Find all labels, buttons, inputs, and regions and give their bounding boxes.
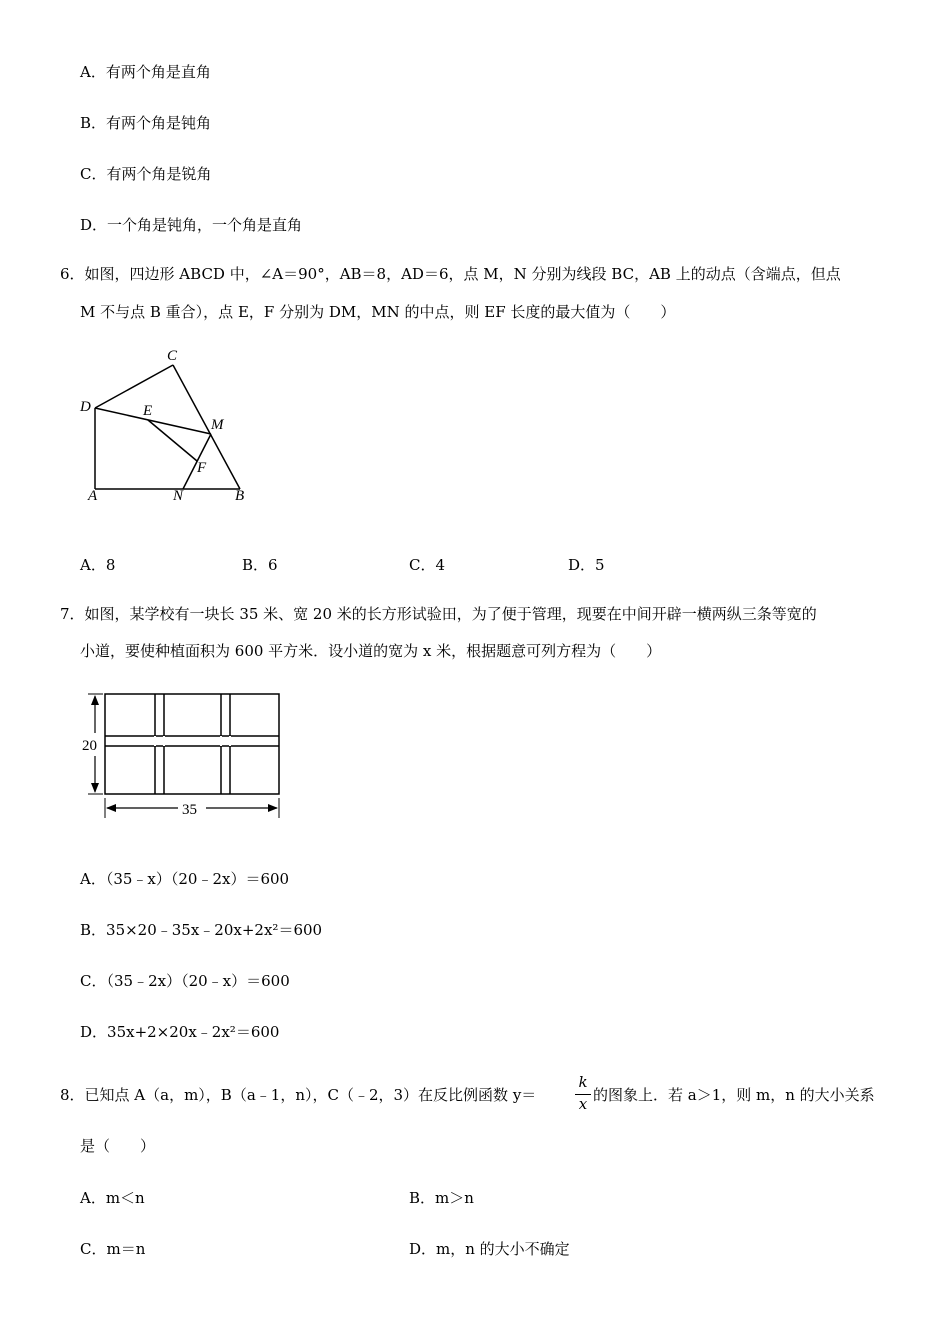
label-d: D [80,399,91,415]
q5-option-b: B．有两个角是钝角 [80,114,212,132]
arrow-down [91,783,99,793]
q8-option-c: C．m＝n [80,1240,146,1258]
label-width: 35 [182,802,197,818]
fraction-numerator: k [578,1073,588,1091]
segment-dm [95,408,211,434]
arrow-right [268,804,278,812]
fraction-denominator: x [578,1095,588,1113]
q5-option-c: C．有两个角是锐角 [80,165,212,183]
q6-option-b: B．6 [242,556,278,574]
arrow-up [91,695,99,705]
q7-option-a: A．（35﹣x）（20﹣2x）＝600 [80,870,290,888]
path-crossing-1 [156,737,163,745]
q8-stem-part1: 8．已知点 A（a，m），B（a﹣1，n），C（﹣2，3）在反比例函数 y＝ [60,1086,537,1104]
q8-stem-part2: 的图象上．若 a＞1，则 m，n 的大小关系 [593,1086,875,1104]
q7-option-b: B．35×20﹣35x﹣20x+2x²＝600 [80,921,323,939]
q6-option-c: C．4 [409,556,446,574]
label-a: A [88,488,98,504]
path-gap-left [106,737,154,745]
q8-option-b: B．m＞n [409,1189,474,1207]
q8-option-d: D．m，n 的大小不确定 [409,1240,570,1258]
q7-option-c: C．（35﹣2x）（20﹣x）＝600 [80,972,290,990]
q5-option-d: D．一个角是钝角，一个角是直角 [80,216,303,234]
q6-quadrilateral-figure [75,342,265,512]
q8-fraction-k-over-x [575,1073,591,1115]
label-f: F [197,460,207,476]
q6-option-a: A．8 [80,556,116,574]
q7-option-d: D．35x+2×20x﹣2x²＝600 [80,1023,280,1041]
q7-field-figure [78,688,288,823]
q8-option-a: A．m＜n [80,1189,145,1207]
q6-option-d: D．5 [568,556,605,574]
label-n: N [173,488,184,504]
path-gap-right [231,737,278,745]
q6-stem-line2: M 不与点 B 重合），点 E，F 分别为 DM，MN 的中点，则 EF 长度的最大值为（ ） [80,303,676,321]
path-gap-mid [165,737,220,745]
segment-ef [148,420,197,461]
path-crossing-2 [222,737,229,745]
segment-dc [95,365,173,408]
label-b: B [235,488,245,504]
q8-stem-line2: 是（ ） [80,1137,156,1155]
q7-stem-line1: 7．如图，某学校有一块长 35 米、宽 20 米的长方形试验田，为了便于管理，现要在中间开辟一横两纵三条等宽的 [60,605,817,623]
q7-stem-line2: 小道，要使种植面积为 600 平方米．设小道的宽为 x 米，根据题意可列方程为（ ） [80,642,662,660]
q6-stem-line1: 6．如图，四边形 ABCD 中，∠A＝90°，AB＝8，AD＝6，点 M，N 分别为线段 BC，AB 上的动点（含端点，但点 [60,265,841,283]
q5-option-a: A．有两个角是直角 [80,63,211,81]
arrow-left [106,804,116,812]
label-e: E [143,403,153,419]
label-c: C [167,348,178,364]
label-height: 20 [82,738,97,754]
label-m: M [211,417,224,433]
